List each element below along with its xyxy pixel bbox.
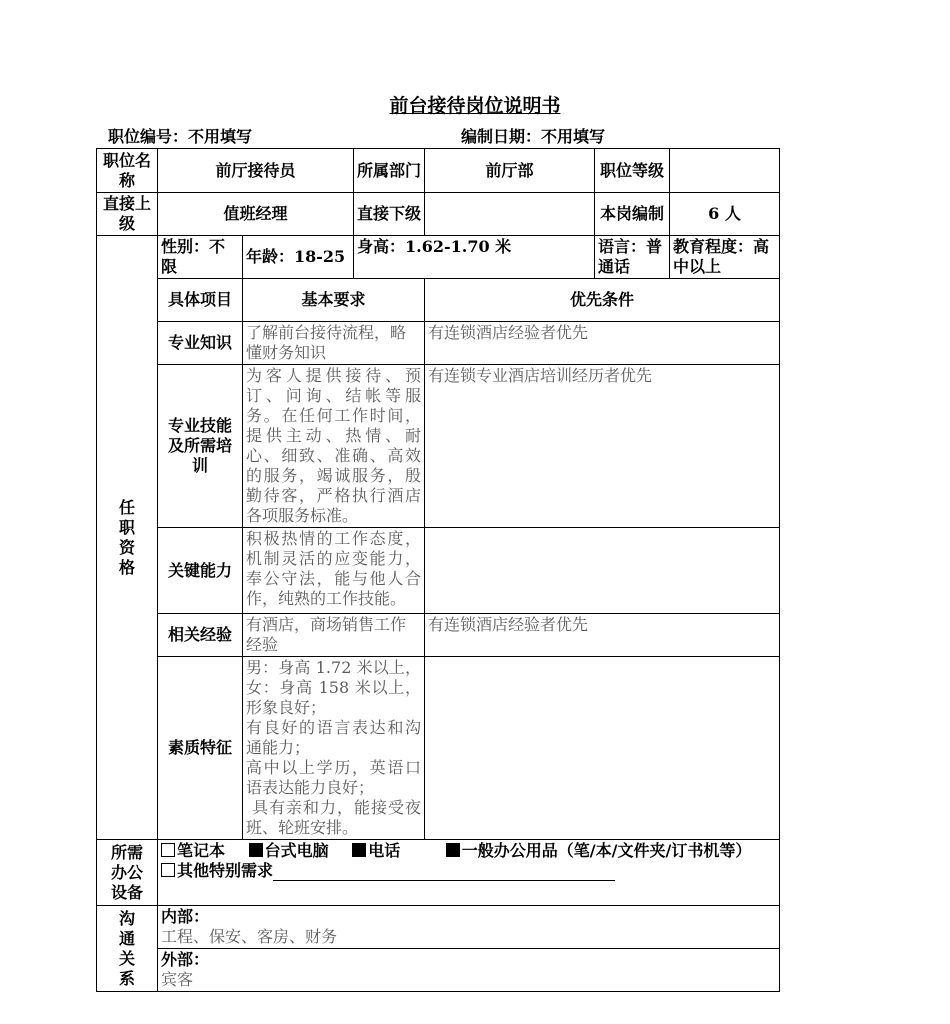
job-code: 职位编号：不用填写 — [108, 127, 253, 146]
subordinate-label: 直接下级 — [354, 193, 425, 236]
col-pref-header: 优先条件 — [425, 279, 780, 322]
basic-row-2 — [97, 193, 780, 236]
checkbox-icon[interactable] — [161, 863, 175, 877]
grade — [670, 149, 780, 193]
communication-internal-row — [97, 906, 780, 949]
row-basic: 有酒店，商场销售工作经验 — [243, 614, 425, 657]
checked-box-icon[interactable] — [446, 843, 460, 857]
external-value: 宾客 — [161, 970, 194, 989]
other-needs-blank[interactable] — [273, 864, 615, 881]
row-pref: 有连锁酒店经验者优先 — [425, 614, 780, 657]
equipment-phone[interactable]: 电话 — [352, 841, 400, 860]
department-label: 所属部门 — [354, 149, 425, 193]
table-row — [97, 657, 780, 840]
gender: 性别：不限 — [158, 236, 243, 279]
equipment-label: 所需办公设备 — [97, 840, 158, 906]
equipment-options — [158, 840, 780, 906]
equipment-supplies[interactable]: 一般办公用品（笔/本/文件夹/订书机等） — [446, 841, 752, 860]
table-row — [97, 322, 780, 365]
compile-date: 编制日期：不用填写 — [461, 127, 606, 146]
trait-line: 有良好的语言表达和沟通能力； — [246, 718, 422, 757]
position-name: 前厅接待员 — [158, 149, 354, 193]
communication-external-row — [97, 949, 780, 992]
superior: 值班经理 — [158, 193, 354, 236]
education: 教育程度：高中以上 — [670, 236, 780, 279]
communication-label: 沟通关系 — [97, 906, 158, 992]
grade-label: 职位等级 — [595, 149, 670, 193]
checkbox-icon[interactable] — [161, 843, 175, 857]
row-item: 关键能力 — [158, 528, 243, 614]
trait-line: 具有亲和力，能接受夜班、轮班安排。 — [246, 798, 421, 837]
checked-box-icon[interactable] — [249, 843, 263, 857]
department: 前厅部 — [425, 149, 595, 193]
basic-row-1 — [97, 149, 780, 193]
row-basic: 为客人提供接待、预订、问询、结帐等服务。在任何工作时间，提供主动、热情、耐心、细致、准确、高效的服务，竭诚服务，殷勤待客，严格执行酒店各项服务标准。 — [243, 365, 425, 528]
row-pref — [425, 528, 780, 614]
col-basic-header: 基本要求 — [243, 279, 425, 322]
external-label: 外部： — [161, 950, 210, 969]
internal-label: 内部： — [161, 907, 210, 926]
equipment-row — [97, 840, 780, 906]
trait-line: 高中以上学历，英语口语表达能力良好； — [246, 758, 422, 797]
row-pref: 有连锁酒店经验者优先 — [425, 322, 780, 365]
row-item: 专业技能及所需培训 — [158, 365, 243, 528]
table-row — [97, 614, 780, 657]
internal-value: 工程、保安、客房、财务 — [161, 927, 338, 946]
qualification-column-headers — [97, 279, 780, 322]
row-pref: 有连锁专业酒店培训经历者优先 — [425, 365, 780, 528]
qualification-summary-row — [97, 236, 780, 279]
height: 身高：1.62-1.70 米 — [354, 236, 595, 279]
table-row — [97, 528, 780, 614]
row-basic: 了解前台接待流程，略懂财务知识 — [243, 322, 425, 365]
row-pref — [425, 657, 780, 840]
superior-label: 直接上级 — [97, 193, 158, 236]
col-item-header: 具体项目 — [158, 279, 243, 322]
row-item: 素质特征 — [158, 657, 243, 840]
table-row — [97, 365, 780, 528]
headcount: 6 人 — [670, 193, 780, 236]
equipment-desktop[interactable]: 台式电脑 — [249, 841, 329, 860]
language: 语言：普通话 — [595, 236, 670, 279]
row-basic-lines — [243, 657, 425, 840]
row-basic: 积极热情的工作态度，机制灵活的应变能力，奉公守法，能与他人合作，纯熟的工作技能。 — [243, 528, 425, 614]
qualification-section-label: 任职资格 — [97, 236, 158, 840]
document-title: 前台接待岗位说明书 — [389, 95, 561, 117]
equipment-other[interactable]: 其他特别需求 — [161, 861, 776, 881]
trait-line: 男：身高 1.72 米以上，女：身高 158 米以上，形象良好； — [246, 658, 422, 717]
internal-relations — [158, 906, 780, 949]
external-relations — [158, 949, 780, 992]
position-name-label: 职位名称 — [97, 149, 158, 193]
row-item: 相关经验 — [158, 614, 243, 657]
job-description-table — [96, 148, 780, 992]
subordinate — [425, 193, 595, 236]
headcount-label: 本岗编制 — [595, 193, 670, 236]
checked-box-icon[interactable] — [352, 843, 366, 857]
equipment-notebook[interactable]: 笔记本 — [161, 841, 225, 860]
row-item: 专业知识 — [158, 322, 243, 365]
age: 年龄：18-25 — [243, 236, 354, 279]
